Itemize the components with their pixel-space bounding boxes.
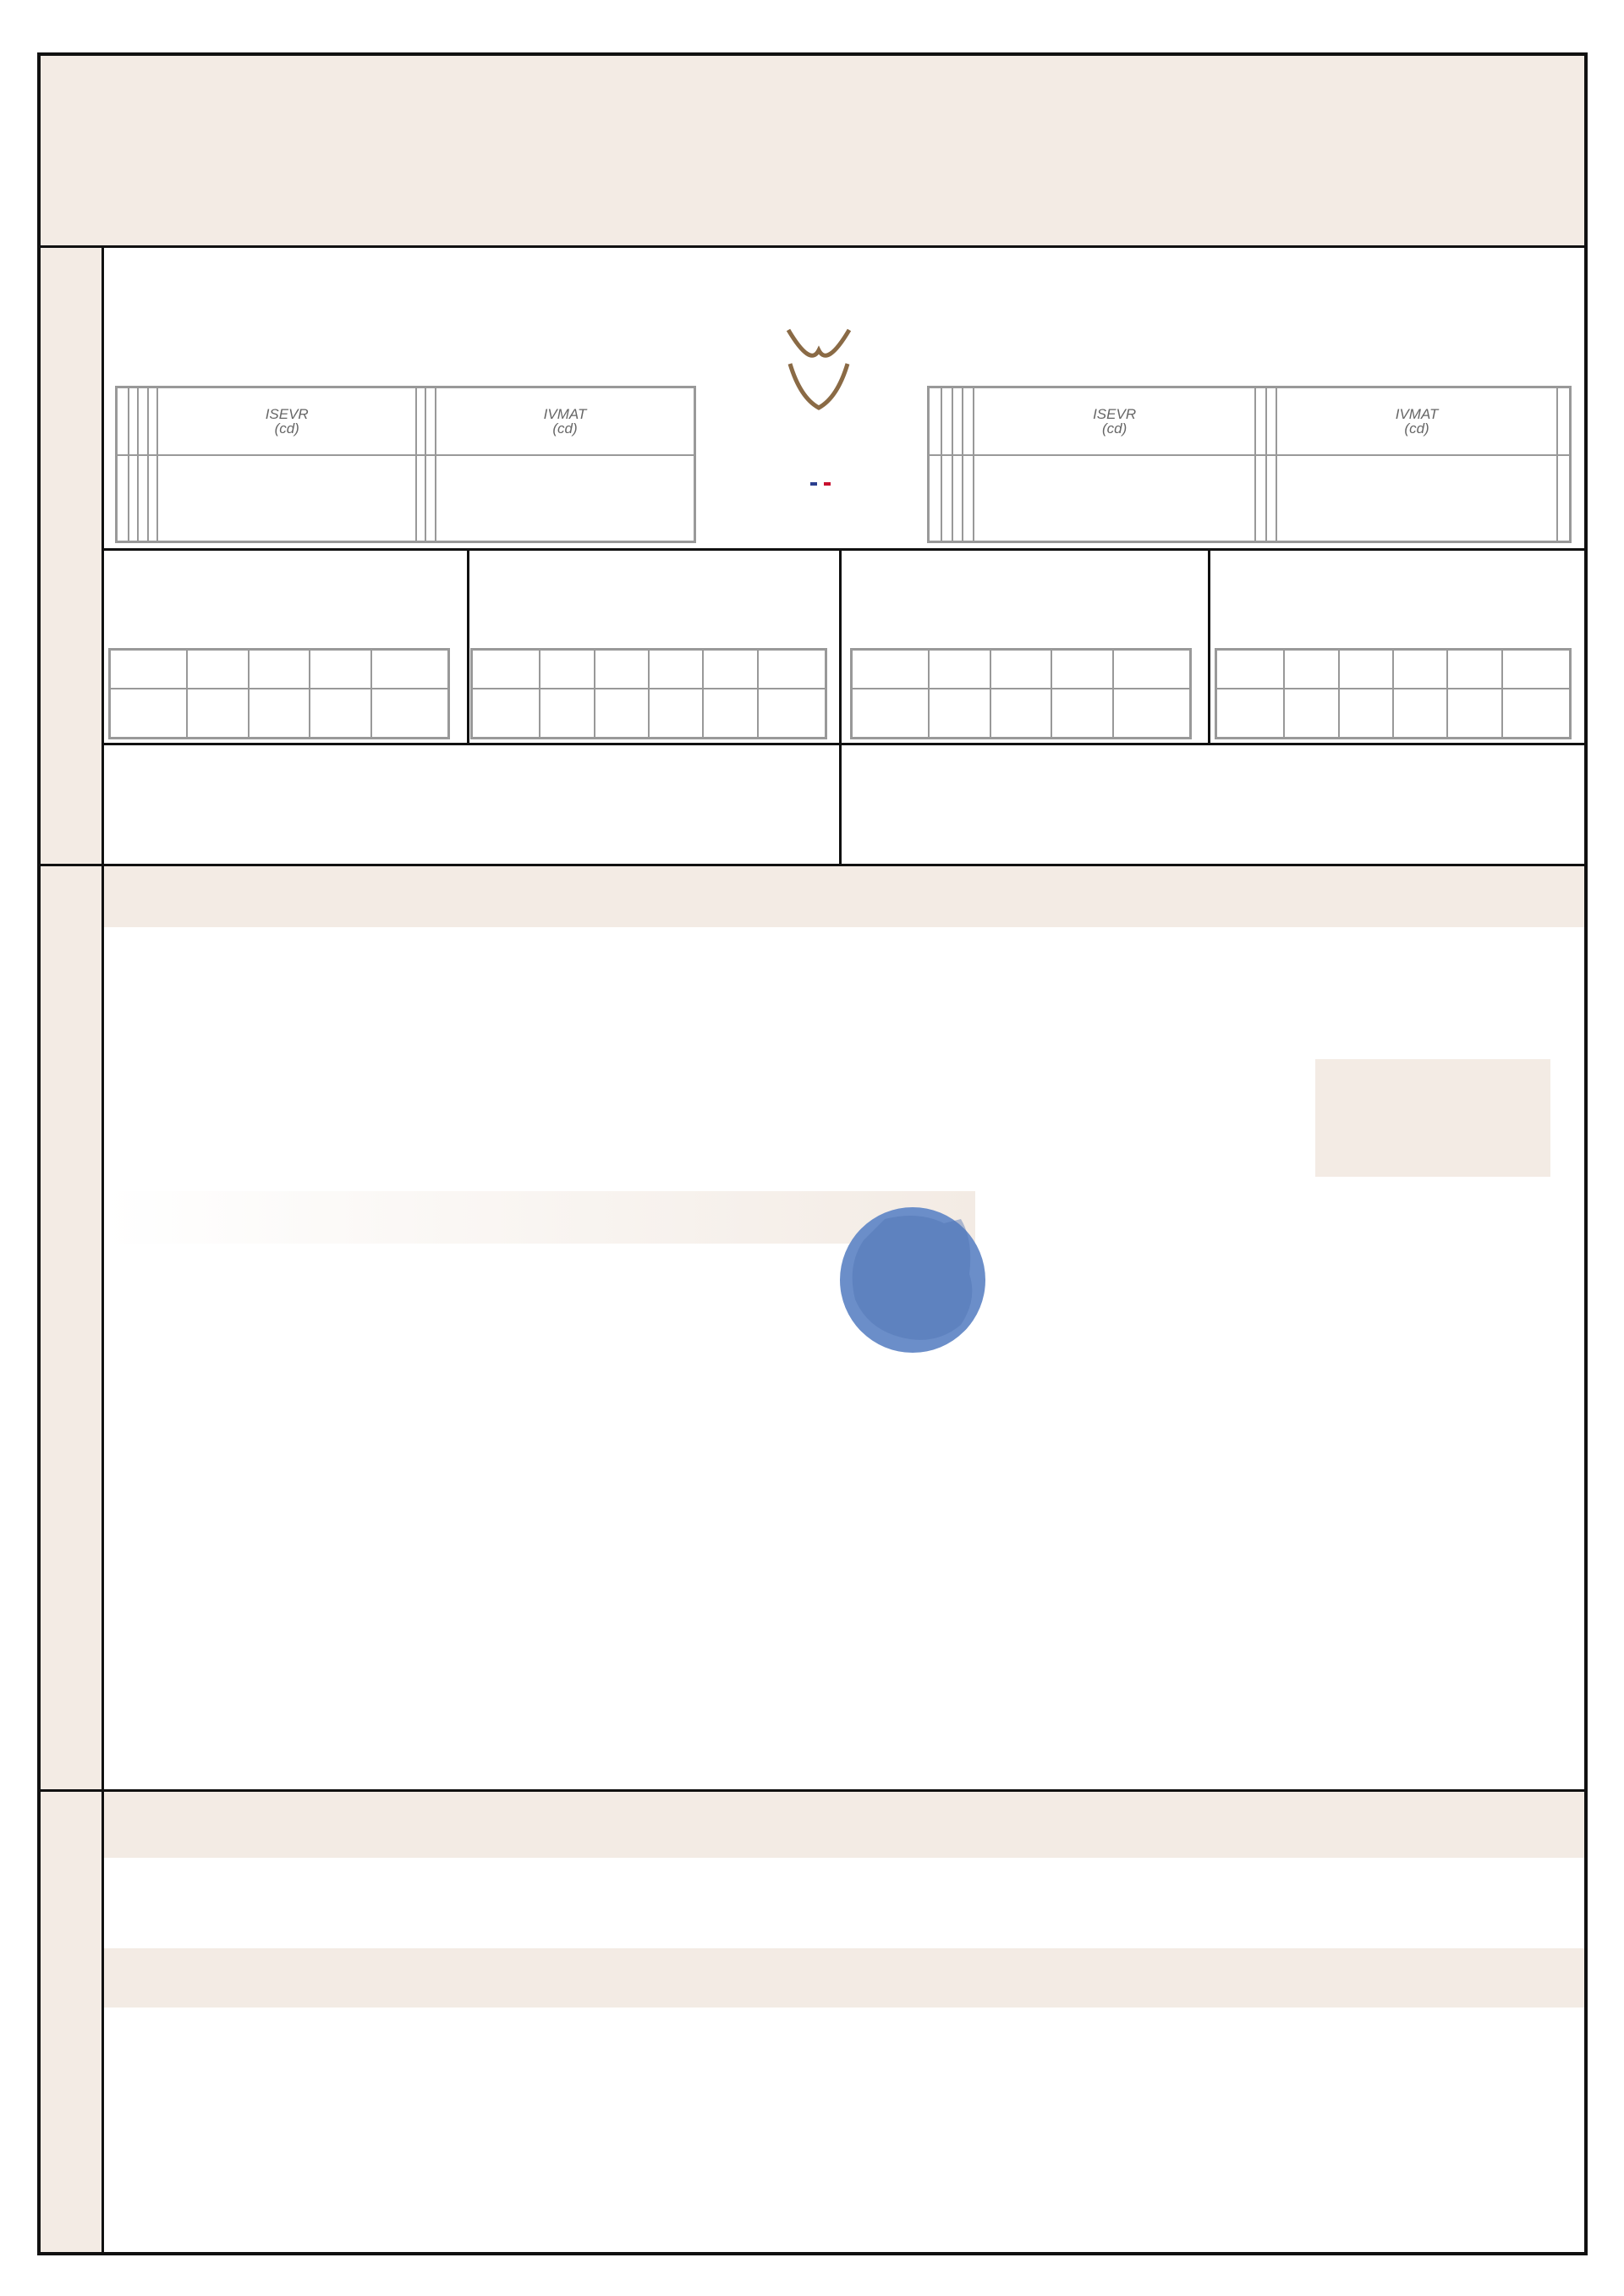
gp-index-table	[108, 648, 450, 739]
value	[249, 689, 310, 739]
hdr	[157, 387, 416, 455]
hdr	[963, 387, 974, 455]
cell	[117, 455, 129, 542]
value	[595, 689, 649, 739]
hdr	[1276, 387, 1556, 455]
value	[1051, 689, 1113, 739]
hdr	[1051, 650, 1113, 689]
imocr-box	[1315, 1059, 1550, 1177]
value	[1339, 689, 1393, 739]
hdr-l2: (cd)	[1404, 420, 1429, 437]
hdr	[1266, 387, 1277, 455]
hdr	[852, 650, 929, 689]
hetero-badge	[834, 1206, 991, 1354]
hdr	[703, 650, 757, 689]
hdr-l1: ISEVR	[1093, 405, 1137, 422]
cell	[1255, 455, 1266, 542]
iboval-table	[154, 2018, 1546, 2161]
divider	[37, 245, 1588, 248]
value	[1447, 689, 1501, 739]
dam-index-table	[927, 386, 1572, 543]
hdr	[310, 650, 371, 689]
station-index-table	[123, 942, 1286, 1177]
hdr-l1: IVMAT	[543, 405, 587, 422]
charolais-logo	[710, 313, 930, 499]
hdr	[148, 387, 158, 455]
section-station	[49, 1031, 86, 1623]
value	[540, 689, 594, 739]
station-title-band	[104, 866, 1584, 927]
hdr	[187, 650, 249, 689]
hdr-l2: (cd)	[274, 420, 299, 437]
section-genealogie	[49, 389, 86, 694]
hdr	[974, 387, 1255, 455]
cell	[1276, 455, 1556, 542]
hdr-l2: (cd)	[552, 420, 578, 437]
divider	[102, 548, 1588, 551]
divider	[839, 548, 842, 864]
gp-index-table	[470, 648, 827, 739]
hdr	[117, 387, 129, 455]
hdr	[1557, 387, 1571, 455]
gp-index-table	[850, 648, 1192, 739]
hdr	[1216, 650, 1285, 689]
value	[990, 689, 1052, 739]
cell	[952, 455, 963, 542]
gp-index-table	[1215, 648, 1572, 739]
hdr	[129, 387, 139, 455]
hdr-l1: IVMAT	[1395, 405, 1439, 422]
value	[1284, 689, 1338, 739]
hdr	[758, 650, 826, 689]
cell	[157, 455, 416, 542]
sire-index-table	[115, 386, 696, 543]
cell	[929, 455, 942, 542]
hdr	[1255, 387, 1266, 455]
hdr	[416, 387, 426, 455]
hdr	[436, 387, 695, 455]
cell	[941, 455, 952, 542]
hdr-l1: ISEVR	[265, 405, 309, 422]
hetero-sc-icon	[834, 1206, 991, 1354]
value	[371, 689, 448, 739]
hdr	[990, 650, 1052, 689]
hdr	[138, 387, 148, 455]
hdr	[540, 650, 594, 689]
logo-icon	[710, 313, 930, 499]
value	[929, 689, 990, 739]
hdr-l2: (cd)	[1101, 420, 1127, 437]
hdr	[952, 387, 963, 455]
hdr	[649, 650, 703, 689]
header-band	[41, 56, 1584, 245]
hdr	[371, 650, 448, 689]
hdr	[1393, 650, 1447, 689]
value	[649, 689, 703, 739]
hdr	[929, 387, 942, 455]
hdr	[941, 387, 952, 455]
hdr	[1447, 650, 1501, 689]
value	[852, 689, 929, 739]
value	[310, 689, 371, 739]
hdr	[1339, 650, 1393, 689]
ferme-title-band	[104, 1792, 1584, 1858]
hdr	[110, 650, 187, 689]
section-ferme	[49, 1843, 86, 2199]
iboval-title-band	[104, 1948, 1584, 2008]
cell	[1266, 455, 1277, 542]
value	[187, 689, 249, 739]
value	[758, 689, 826, 739]
cell	[436, 455, 695, 542]
cell	[129, 455, 139, 542]
value	[1502, 689, 1571, 739]
value	[110, 689, 187, 739]
cell	[416, 455, 426, 542]
hdr	[249, 650, 310, 689]
hdr	[472, 650, 540, 689]
value	[1216, 689, 1285, 739]
hdr	[595, 650, 649, 689]
cell	[974, 455, 1255, 542]
value	[1113, 689, 1190, 739]
hdr	[425, 387, 436, 455]
divider	[102, 743, 1588, 745]
value	[703, 689, 757, 739]
value	[472, 689, 540, 739]
divider	[1208, 548, 1210, 743]
cell	[425, 455, 436, 542]
cell	[138, 455, 148, 542]
hdr	[1113, 650, 1190, 689]
cell	[963, 455, 974, 542]
hdr	[929, 650, 990, 689]
radar-chart	[1007, 1201, 1590, 1760]
value	[1393, 689, 1447, 739]
hdr	[1502, 650, 1571, 689]
hdr	[1284, 650, 1338, 689]
divider	[467, 548, 469, 743]
cell	[1557, 455, 1571, 542]
cell	[148, 455, 158, 542]
